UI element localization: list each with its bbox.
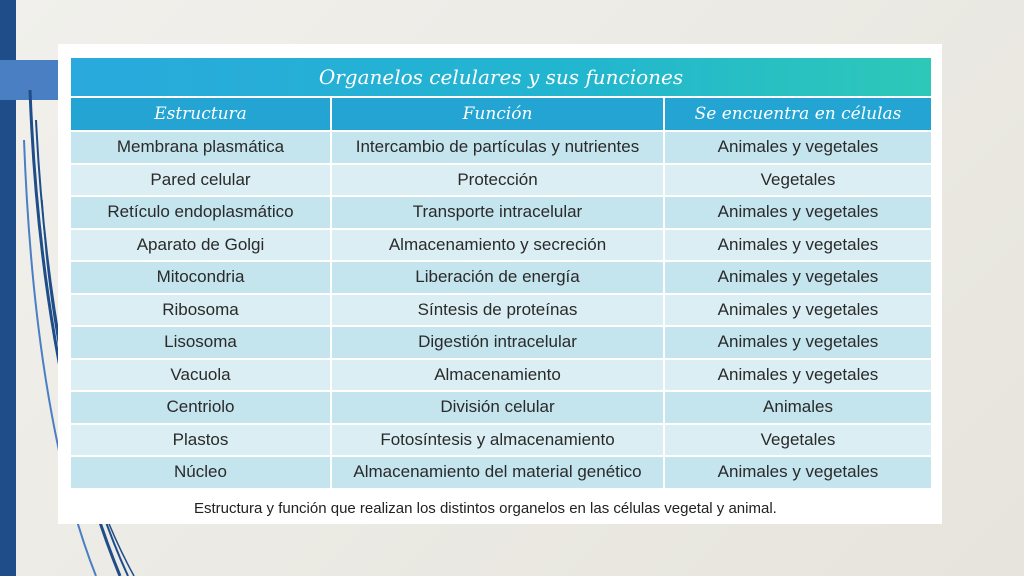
cell-cells: Animales y vegetales: [664, 131, 931, 164]
cell-function: División celular: [331, 391, 664, 424]
cell-structure: Plastos: [71, 424, 331, 457]
cell-cells: Animales y vegetales: [664, 326, 931, 359]
data-table: [71, 96, 931, 488]
cell-cells: Vegetales: [664, 424, 931, 457]
cell-function: Liberación de energía: [331, 261, 664, 294]
table-row: [71, 359, 931, 392]
cell-structure: Retículo endoplasmático: [71, 196, 331, 229]
cell-cells: Vegetales: [664, 164, 931, 197]
cell-cells: Animales y vegetales: [664, 456, 931, 488]
table-row: [71, 294, 931, 327]
table-row: [71, 391, 931, 424]
table-row: [71, 164, 931, 197]
table-row: [71, 229, 931, 262]
cell-function: Síntesis de proteínas: [331, 294, 664, 327]
table-row: [71, 131, 931, 164]
table-row: [71, 326, 931, 359]
cell-structure: Lisosoma: [71, 326, 331, 359]
cell-structure: Centriolo: [71, 391, 331, 424]
cell-structure: Vacuola: [71, 359, 331, 392]
cell-structure: Ribosoma: [71, 294, 331, 327]
table-title: Organelos celulares y sus funciones: [71, 58, 931, 96]
column-header-cells: Se encuentra en células: [664, 97, 931, 131]
cell-structure: Pared celular: [71, 164, 331, 197]
table-caption: Estructura y función que realizan los distintos organelos en las células vegetal y animal.: [194, 500, 777, 517]
organelle-table: [71, 58, 931, 488]
cell-structure: Membrana plasmática: [71, 131, 331, 164]
column-header-structure: Estructura: [71, 97, 331, 131]
cell-function: Almacenamiento del material genético: [331, 456, 664, 488]
cell-function: Transporte intracelular: [331, 196, 664, 229]
table-row: [71, 456, 931, 488]
cell-structure: Mitocondria: [71, 261, 331, 294]
cell-cells: Animales y vegetales: [664, 359, 931, 392]
cell-structure: Aparato de Golgi: [71, 229, 331, 262]
cell-cells: Animales y vegetales: [664, 261, 931, 294]
cell-function: Almacenamiento y secreción: [331, 229, 664, 262]
cell-function: Almacenamiento: [331, 359, 664, 392]
cell-function: Digestión intracelular: [331, 326, 664, 359]
cell-cells: Animales: [664, 391, 931, 424]
table-card: [58, 44, 942, 524]
table-row: [71, 261, 931, 294]
cell-function: Intercambio de partículas y nutrientes: [331, 131, 664, 164]
table-row: [71, 196, 931, 229]
cell-cells: Animales y vegetales: [664, 229, 931, 262]
cell-cells: Animales y vegetales: [664, 196, 931, 229]
header-row: [71, 97, 931, 131]
cell-cells: Animales y vegetales: [664, 294, 931, 327]
cell-structure: Núcleo: [71, 456, 331, 488]
cell-function: Fotosíntesis y almacenamiento: [331, 424, 664, 457]
table-row: [71, 424, 931, 457]
cell-function: Protección: [331, 164, 664, 197]
column-header-function: Función: [331, 97, 664, 131]
